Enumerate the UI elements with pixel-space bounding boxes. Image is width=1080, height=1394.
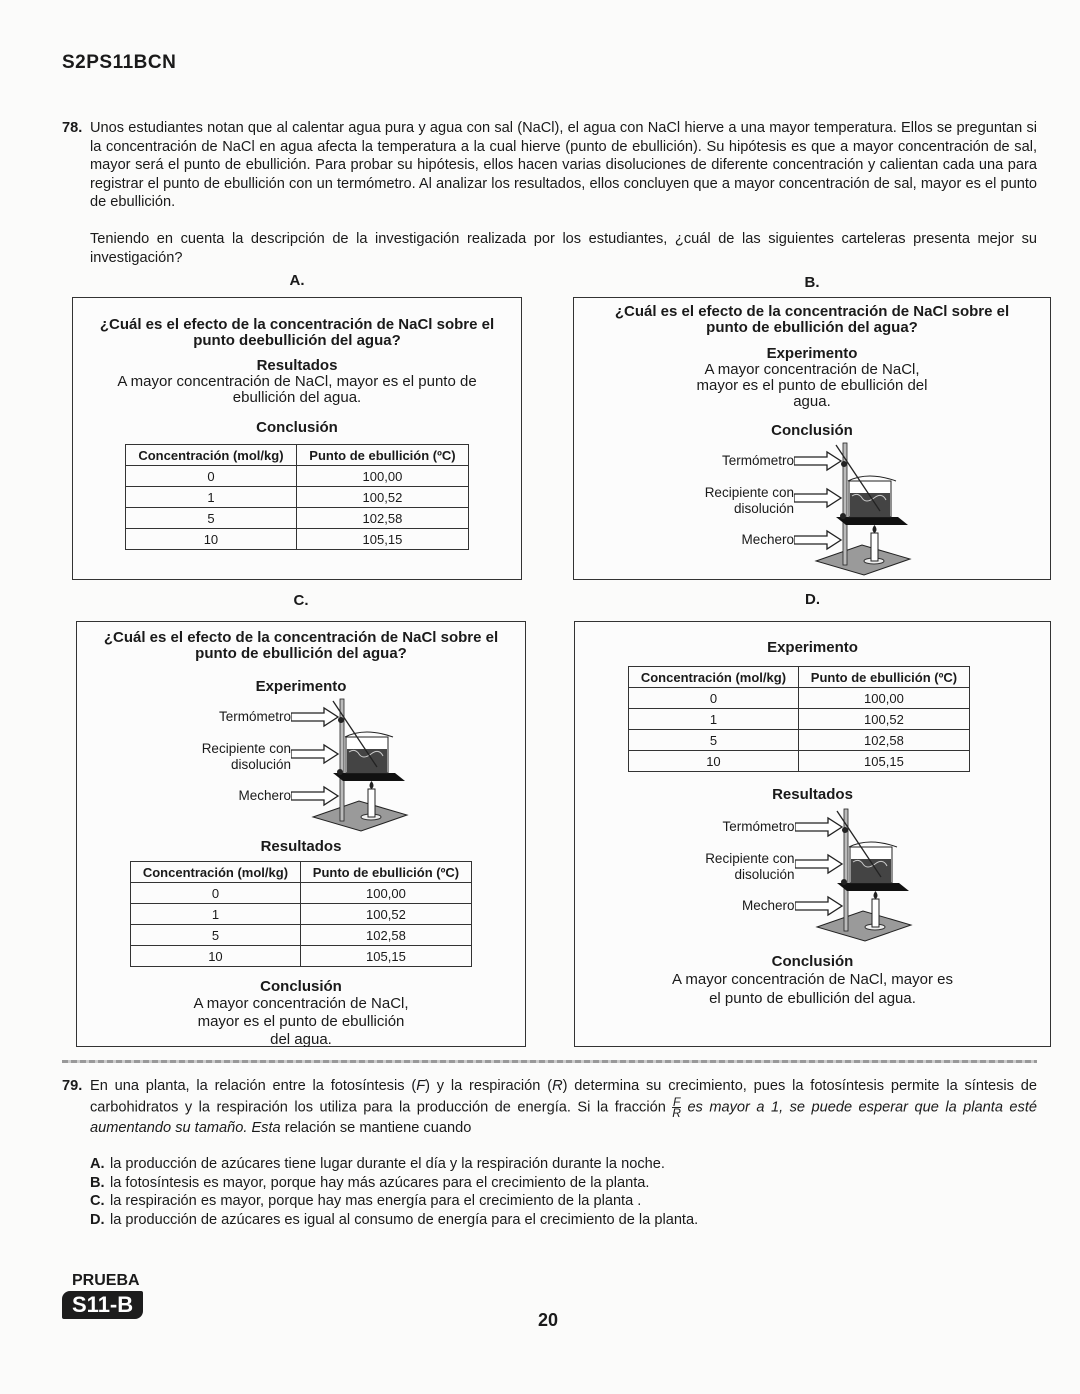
table-header-row [629, 667, 970, 688]
container-label: Recipiente con disolución [704, 485, 794, 516]
document-code: S2PS11BCN [62, 52, 177, 73]
table-cell: 102,58 [798, 730, 969, 751]
question-number: 78. [62, 120, 83, 136]
container-label: Recipiente con disolución [201, 741, 291, 772]
numerator: F [672, 1095, 681, 1109]
text: ) determina su crecimiento, pues la fotosíntesis permite la síntesis de carbohidratos y la respiración los utiliza para la producción de energía. Si la fracción [90, 1078, 1038, 1116]
answer-option-a[interactable] [90, 1155, 698, 1174]
option-letter: B. [90, 1174, 105, 1191]
poster-title: ¿Cuál es el efecto de la concentración de NaCl sobre el punto de ebullición del agua? [103, 629, 499, 662]
data-table [125, 444, 469, 550]
denominator: R [672, 1106, 681, 1120]
table-row [629, 751, 970, 772]
apparatus-diagram [692, 441, 912, 576]
option-a-poster[interactable] [72, 297, 522, 580]
table-cell: 10 [629, 751, 799, 772]
table-header-row [131, 862, 472, 883]
table-row [629, 730, 970, 751]
answer-option-c[interactable] [90, 1192, 698, 1211]
table-cell: 0 [131, 883, 301, 904]
poster-heading: Resultados [260, 838, 342, 855]
stand-apparatus-icon [794, 441, 912, 576]
data-table [628, 666, 970, 772]
table-cell: 5 [629, 730, 799, 751]
burner-label: Mechero [741, 532, 794, 547]
option-d-letter[interactable]: D. [805, 591, 820, 608]
column-header: Punto de ebullición (ºC) [296, 445, 468, 466]
table-row [131, 946, 472, 967]
poster-heading: Experimento [767, 639, 858, 656]
results-table [125, 444, 469, 550]
option-a-letter[interactable]: A. [289, 272, 305, 289]
burner-label: Mechero [238, 788, 291, 803]
thermometer-label: Termómetro [218, 709, 291, 724]
option-letter: D. [90, 1211, 105, 1228]
table-cell: 100,52 [300, 904, 471, 925]
table-cell: 1 [126, 487, 297, 508]
column-header: Punto de ebullición (ºC) [300, 862, 471, 883]
apparatus-diagram [189, 697, 409, 832]
table-row [126, 466, 469, 487]
question-79 [62, 1076, 1037, 1139]
poster-heading: Conclusión [260, 978, 342, 995]
poster-title: ¿Cuál es el efecto de la concentración de NaCl sobre el punto de ebullición del agua? [614, 303, 1010, 336]
table-cell: 105,15 [798, 751, 969, 772]
question-number: 79. [62, 1078, 83, 1094]
answer-option-d[interactable] [90, 1211, 698, 1230]
logo-badge: S11-B [62, 1291, 143, 1319]
poster-heading: Conclusión [771, 422, 853, 439]
poster-heading: Conclusión [256, 419, 338, 436]
text: es mayor a 1, se puede esperar que la planta esté aumentando su tamaño. Esta [90, 1099, 1037, 1137]
option-text: la producción de azúcares tiene lugar durante el día y la respiración durante la noche. [110, 1156, 665, 1172]
table-row [131, 904, 472, 925]
section-divider [62, 1060, 1037, 1063]
column-header: Concentración (mol/kg) [131, 862, 301, 883]
table-cell: 100,00 [296, 466, 468, 487]
results-table [130, 861, 472, 967]
table-cell: 10 [131, 946, 301, 967]
answer-option-b[interactable] [90, 1174, 698, 1193]
table-cell: 105,15 [300, 946, 471, 967]
option-text: la fotosíntesis es mayor, porque hay más azúcares para el crecimiento de la planta. [110, 1174, 650, 1191]
apparatus-diagram [693, 807, 913, 942]
table-cell: 0 [126, 466, 297, 487]
poster-text: A mayor concentración de NaCl, mayor es el punto de ebullición del agua. [193, 995, 409, 1048]
data-table [130, 861, 472, 967]
page-number: 20 [537, 1310, 559, 1330]
poster-text: A mayor concentración de NaCl, mayor es el punto de ebullición del agua. [117, 373, 477, 406]
table-row [126, 508, 469, 529]
burner-label: Mechero [741, 898, 795, 913]
table-header-row [126, 445, 469, 466]
option-letter: C. [90, 1193, 105, 1210]
container-label: Recipiente con disolución [705, 851, 795, 882]
table-cell: 102,58 [300, 925, 471, 946]
column-header: Concentración (mol/kg) [629, 667, 799, 688]
question-text [62, 1076, 1037, 1139]
thermometer-label: Termómetro [722, 819, 795, 834]
table-cell: 1 [629, 709, 799, 730]
column-header: Punto de ebullición (ºC) [798, 667, 969, 688]
table-row [126, 487, 469, 508]
table-row [629, 688, 970, 709]
table-cell: 100,00 [798, 688, 969, 709]
poster-heading: Resultados [772, 786, 853, 803]
table-cell: 10 [126, 529, 297, 550]
table-cell: 5 [126, 508, 297, 529]
option-letter: A. [90, 1156, 105, 1172]
fraction-f-over-r [672, 1097, 681, 1118]
option-c-letter[interactable]: C. [293, 592, 309, 609]
text: En una planta, la relación entre la fotosíntesis ( [90, 1078, 417, 1094]
table-cell: 0 [629, 688, 799, 709]
table-row [629, 709, 970, 730]
poster-title: ¿Cuál es el efecto de la concentración de NaCl sobre el punto deebullición del agua? [99, 316, 495, 349]
answer-options [90, 1155, 698, 1229]
text: relación se mantiene cuando [280, 1120, 472, 1137]
results-table [628, 666, 970, 772]
logo-label: PRUEBA [72, 1272, 140, 1289]
thermometer-label: Termómetro [721, 453, 794, 468]
poster-heading: Experimento [255, 678, 347, 695]
table-cell: 100,00 [300, 883, 471, 904]
table-row [131, 925, 472, 946]
poster-text: A mayor concentración de NaCl, mayor es el punto de ebullición del agua. [696, 361, 928, 410]
option-text: la respiración es mayor, porque hay mas energía para el crecimiento de la planta . [110, 1193, 642, 1210]
poster-heading: Experimento [766, 345, 858, 362]
option-c-poster[interactable] [76, 621, 526, 1047]
option-d-poster[interactable] [574, 621, 1051, 1047]
table-cell: 5 [131, 925, 301, 946]
option-b-letter[interactable]: B. [804, 274, 820, 291]
table-cell: 100,52 [798, 709, 969, 730]
table-row [131, 883, 472, 904]
poster-heading: Conclusión [771, 953, 854, 970]
variable-f: F [416, 1078, 426, 1094]
table-cell: 102,58 [296, 508, 468, 529]
option-text: la producción de azúcares es igual al consumo de energía para el crecimiento de la planta. [110, 1211, 699, 1228]
table-cell: 100,52 [296, 487, 468, 508]
option-b-poster[interactable] [573, 297, 1051, 580]
table-row [126, 529, 469, 550]
question-prompt: Teniendo en cuenta la descripción de la investigación realizada por los estudiantes, ¿cuál de las siguientes carteleras presenta mejor su investigación? [90, 230, 1037, 266]
question-text: Unos estudiantes notan que al calentar agua pura y agua con sal (NaCl), el agua con NaCl hierve a una mayor temperatura. Ellos se preguntan si la concentración de NaCl en agua afecta la temperatura a la cual hierve (punto de ebullición). Su hipótesis es que a mayor concentración de sal, mayor será el punto de ebullición. Para probar su hipótesis, ellos hacen varias disoluciones de diferente concentración y calientan cada una para registrar el punto de ebullición con un termómetro. Al analizar los resultados, ellos concluyen que a mayor concentración de sal, mayor es el punto de ebullición. [90, 120, 1037, 211]
table-cell: 105,15 [296, 529, 468, 550]
column-header: Concentración (mol/kg) [126, 445, 297, 466]
poster-text: A mayor concentración de NaCl, mayor es el punto de ebullición del agua. [672, 971, 953, 1007]
stand-apparatus-icon [795, 807, 913, 942]
poster-heading: Resultados [256, 357, 338, 374]
stand-apparatus-icon [291, 697, 409, 832]
text: ) y la respiración ( [425, 1078, 553, 1094]
question-78 [62, 119, 1037, 267]
variable-r: R [552, 1078, 563, 1094]
table-cell: 1 [131, 904, 301, 925]
